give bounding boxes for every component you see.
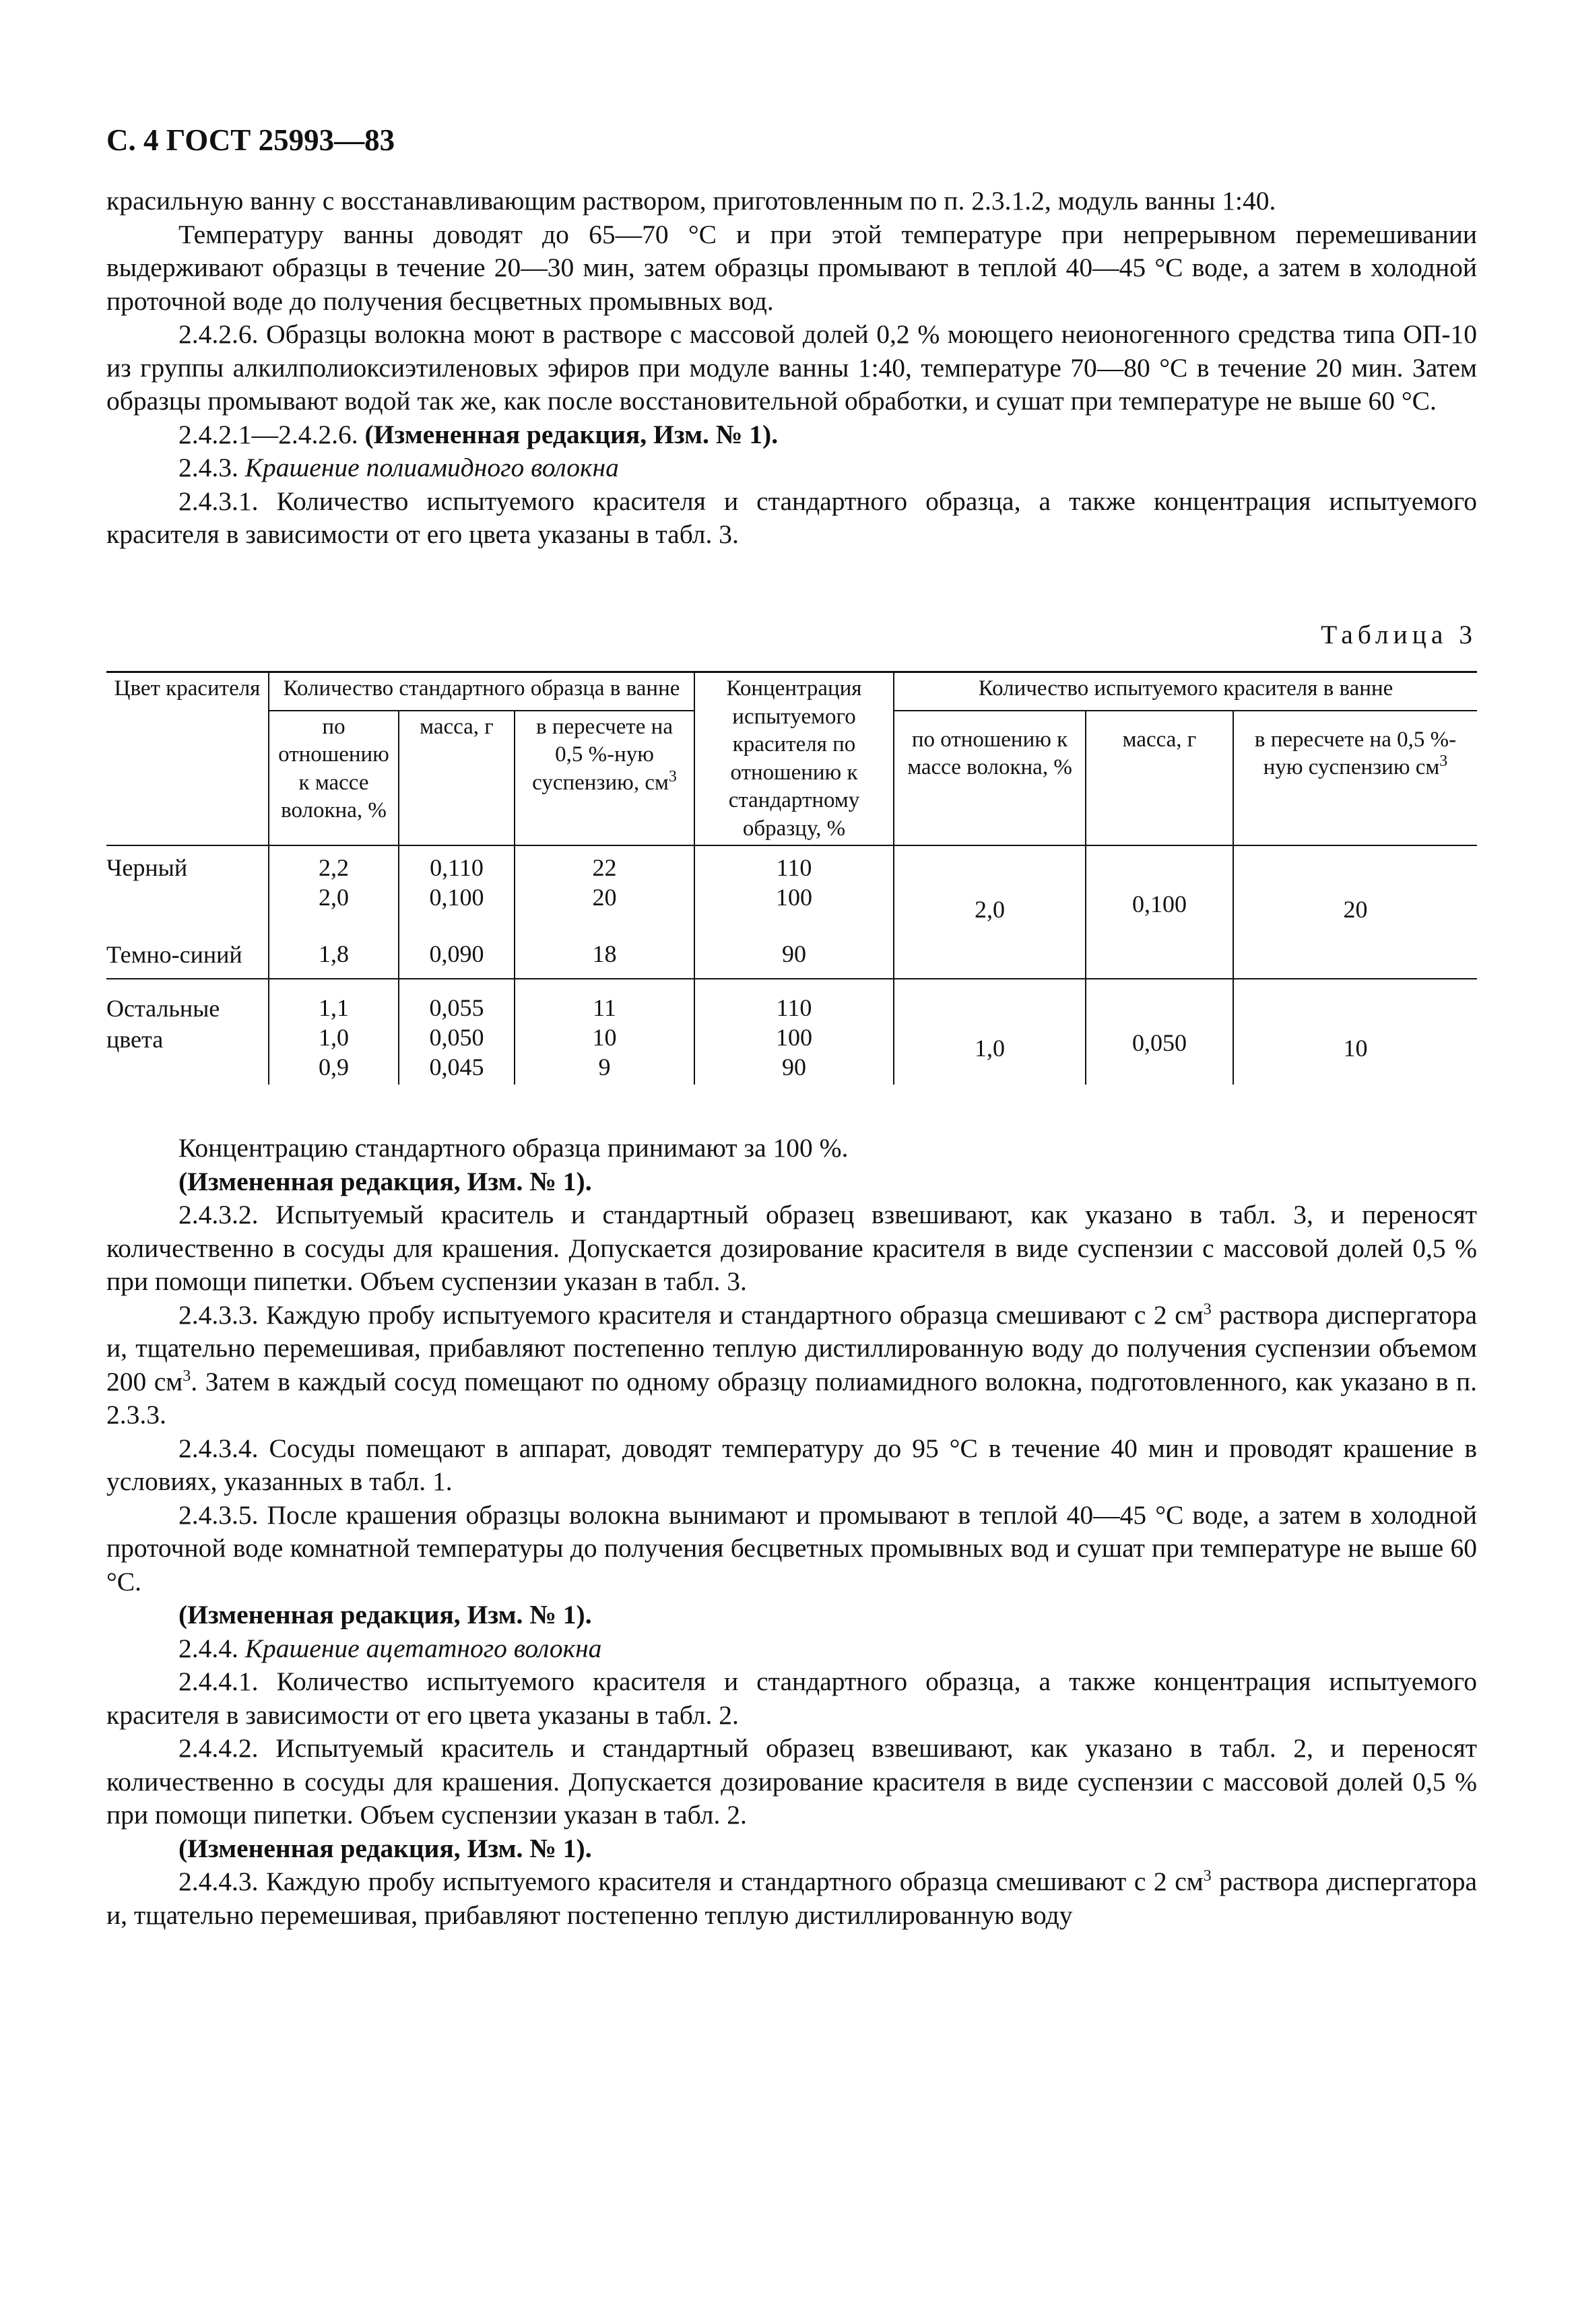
paragraph-2-4-2-6: 2.4.2.6. Образцы волокна моют в растворе с массовой долей 0,2 % моющего неионогенного средства типа ОП-10 из группы алкилполиоксиэтиленовых эфиров при модуле ванны 1:40, температуре 70—80 °С в течение 20 мин. Затем образцы промывают водой так же, как после восстановительной обработки, и сушат при температуре не выше 60 °С. bbox=[106, 319, 1477, 416]
header-test-amount: Количество испытуемого красителя в ванне bbox=[894, 672, 1477, 711]
header-test-suspension: в пересчете на 0,5 %-ную суспензию $см^3$ bbox=[1233, 711, 1477, 845]
header-std-mass: масса, г bbox=[399, 711, 515, 845]
paragraph-standard-concentration: Концентрацию стандартного образца принимают за 100 %. bbox=[178, 1133, 849, 1163]
test-mass-group-1: 0,100 bbox=[1086, 845, 1233, 979]
test-mass-group-2: 0,050 bbox=[1086, 979, 1233, 1085]
table-row: Остальные цвета 1,1 0,055 11 110 1,0 0,050 10 bbox=[106, 979, 1477, 1023]
paragraph-amendment-1 bbox=[106, 418, 1477, 452]
paragraph-2-4-4-1: 2.4.4.1. Количество испытуемого красителя и стандартного образца, а также концентрация испытуемого красителя в зависимости от его цвета указаны в табл. 2. bbox=[106, 1667, 1477, 1730]
table-row: 2,0 0,100 20 100 bbox=[106, 882, 1477, 912]
paragraph-2-4-4-3: 2.4.4.3. Каждую пробу испытуемого красителя и стандартного образца смешивают с 2 $см^3$ раствора диспергатора и, тщательно перемешивая, прибавляют постепенно теплую дистиллированную воду bbox=[106, 1867, 1477, 1930]
paragraph-2-4-3-5: 2.4.3.5. После крашения образцы волокна вынимают и промывают в теплой 40—45 °С воде, а затем в холодной проточной воде комнатной температуры до получения бесцветных промывных вод и сушат при температуре не выше 60 °С. bbox=[106, 1499, 1477, 1596]
test-percent-group-1: 2,0 bbox=[894, 845, 1086, 979]
header-concentration: Концентрация испытуемого красителя по отношению к стандартному образцу, % bbox=[694, 672, 894, 846]
test-suspension-group-2: 10 bbox=[1233, 979, 1477, 1085]
paragraph-2-4-3-1: 2.4.3.1. Количество испытуемого красителя и стандартного образца, а также концентрация испытуемого красителя в зависимости от его цвета указаны в табл. 3. bbox=[106, 486, 1477, 549]
test-suspension-group-1: 20 bbox=[1233, 845, 1477, 979]
clause-range: 2.4.2.1—2.4.2.6. bbox=[178, 419, 365, 449]
table-row: 1,0 0,050 10 100 bbox=[106, 1023, 1477, 1052]
header-dye-color: Цвет красителя bbox=[106, 672, 269, 846]
section-number: 2.4.3. bbox=[178, 453, 245, 482]
document-page bbox=[106, 120, 1477, 1932]
section-2-4-4-heading bbox=[106, 1632, 1477, 1666]
header-test-mass: масса, г bbox=[1086, 711, 1233, 845]
table-caption: Таблица 3 bbox=[1321, 619, 1477, 649]
paragraph-2-4-3-3: 2.4.3.3. Каждую пробу испытуемого красителя и стандартного образца смешивают с 2 $см^3$ раствора диспергатора и, тщательно перемешивая, прибавляют постепенно теплую дистиллированную воду до получения суспензии объемом 200 $см^3$. Затем в каждый сосуд помещают по одному образцу полиамидного волокна, подготовленного, как указано в п. 2.3.3. bbox=[106, 1299, 1477, 1429]
header-std-suspension: в пересчете на 0,5 %-ную суспензию, $см^3$ bbox=[515, 711, 694, 845]
table-3 bbox=[106, 671, 1477, 1085]
test-percent-group-2: 1,0 bbox=[894, 979, 1086, 1085]
paragraph-2-4-3-2: 2.4.3.2. Испытуемый краситель и стандартный образец взвешивают, как указано в табл. 3, и переносят количественно в сосуды для крашения. Допускается дозирование красителя в виде суспензии с массовой долей 0,5 % при помощи пипетки. Объем суспензии указан в табл. 3. bbox=[106, 1200, 1477, 1296]
paragraph-2-4-4-2: 2.4.4.2. Испытуемый краситель и стандартный образец взвешивают, как указано в табл. 2, и переносят количественно в сосуды для крашения. Допускается дозирование красителя в виде суспензии с массовой долей 0,5 % при помощи пипетки. Объем суспензии указан в табл. 2. bbox=[106, 1733, 1477, 1830]
header-test-percent: по отношению к массе волокна, % bbox=[894, 711, 1086, 845]
page-header: С. 4 ГОСТ 25993—83 bbox=[106, 123, 395, 157]
amendment-note: (Измененная редакция, Изм. № 1). bbox=[178, 1833, 592, 1863]
table-row: Черный 2,2 0,110 22 110 2,0 0,100 20 bbox=[106, 845, 1477, 882]
amendment-note: (Измененная редакция, Изм. № 1). bbox=[178, 1166, 592, 1196]
table-row: 0,9 0,045 9 90 bbox=[106, 1052, 1477, 1085]
section-title: Крашение полиамидного волокна bbox=[244, 453, 619, 482]
paragraph-temperature: Температуру ванны доводят до 65—70 °С и при этой температуре при непрерывном перемешивании выдерживают образцы в течение 20—30 мин, затем образцы промывают в теплой 40—45 °С воде, а затем в холодной проточной воде до получения бесцветных промывных вод. bbox=[106, 219, 1477, 316]
amendment-note: (Измененная редакция, Изм. № 1). bbox=[178, 1600, 592, 1629]
section-number: 2.4.4. bbox=[178, 1633, 245, 1663]
header-standard-amount: Количество стандартного образца в ванне bbox=[269, 672, 694, 711]
text-after-table bbox=[106, 1132, 1477, 1932]
section-title: Крашение ацетатного волокна bbox=[244, 1633, 602, 1663]
table-row: Темно-синий 1,8 0,090 18 90 bbox=[106, 912, 1477, 979]
header-std-percent: по отношению к массе волокна, % bbox=[269, 711, 399, 845]
dye-name-black: Черный bbox=[106, 854, 188, 881]
paragraph-continued: красильную ванну с восстанавливающим раствором, приготовленным по п. 2.3.1.2, модуль ванны 1:40. bbox=[106, 186, 1276, 216]
dye-name-dark-blue: Темно-синий bbox=[106, 941, 242, 968]
dye-name-other: Остальные цвета bbox=[106, 979, 269, 1085]
section-2-4-3-heading bbox=[106, 451, 1477, 485]
paragraph-2-4-3-4: 2.4.3.4. Сосуды помещают в аппарат, доводят температуру до 95 °С в течение 40 мин и проводят крашение в условиях, указанных в табл. 1. bbox=[106, 1433, 1477, 1496]
amendment-note: (Измененная редакция, Изм. № 1). bbox=[364, 419, 779, 449]
